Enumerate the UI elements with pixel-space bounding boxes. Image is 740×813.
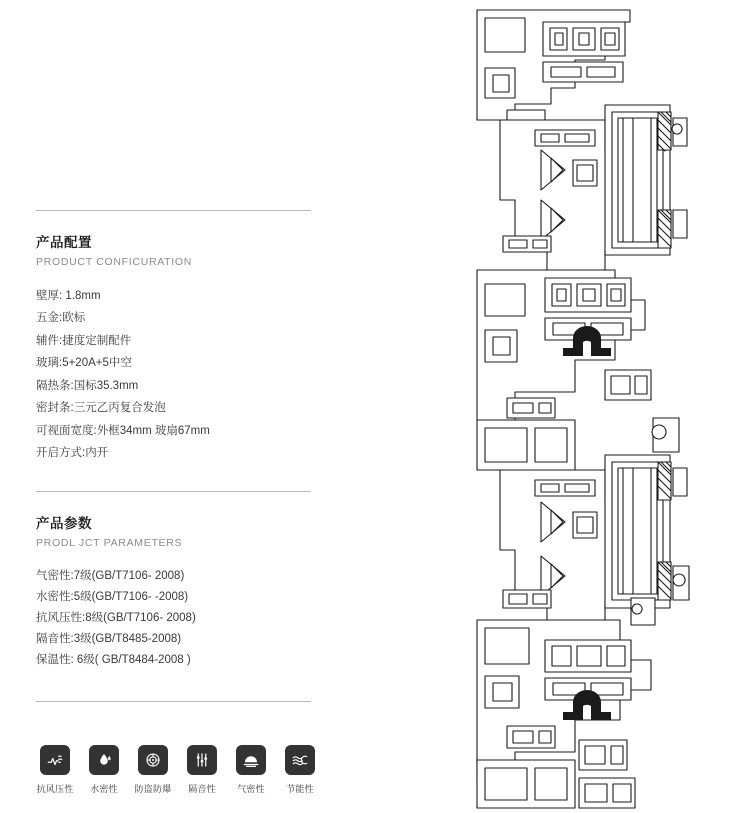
section-product-configuration — [36, 211, 311, 465]
spec-item: 气密性:7级(GB/T7106- 2008) — [36, 569, 185, 582]
spec-item: 保温性: 6级( GB/T8484-2008 ) — [36, 653, 191, 666]
product-info-column — [36, 210, 311, 702]
section-title-cn: 产品参数 — [36, 515, 92, 531]
spec-item: 抗风压性:8级(GB/T7106- 2008) — [36, 611, 196, 624]
feature-item-sound-insulation — [183, 745, 221, 795]
air-tightness-icon — [236, 745, 266, 775]
spec-item: 隔热条:国标35.3mm — [36, 379, 139, 392]
water-drop-icon — [89, 745, 119, 775]
spec-item: 可视面宽度:外框34mm 玻扇67mm — [36, 424, 210, 437]
feature-label: 节能性 — [286, 784, 314, 794]
spec-item: 隔音性:3级(GB/T8485-2008) — [36, 632, 182, 645]
spec-item: 五金:欧标 — [36, 312, 86, 325]
divider-bottom — [36, 701, 311, 702]
spacer — [36, 465, 311, 491]
spec-item: 辅件:捷度定制配件 — [36, 334, 132, 347]
window-profile-cross-section — [455, 0, 740, 813]
spec-list-parameters — [36, 566, 311, 671]
spec-item: 开启方式:内开 — [36, 447, 109, 460]
feature-label: 防盗防爆 — [134, 784, 172, 794]
feature-icon-row — [36, 745, 326, 795]
spec-item: 壁厚: 1.8mm — [36, 289, 101, 302]
section-title-cn: 产品配置 — [36, 235, 92, 250]
spec-item: 密封条:三元乙丙复合发泡 — [36, 402, 166, 415]
spec-item: 玻璃:5+20A+5中空 — [36, 357, 132, 370]
section-title-en: PRODL JCT PARAMETERS — [36, 536, 183, 549]
wind-pressure-icon — [40, 745, 70, 775]
feature-label: 抗风压性 — [36, 784, 74, 794]
section-title-en: PRODUCT CONFICURATION — [36, 256, 193, 269]
sound-insulation-icon — [187, 745, 217, 775]
section-product-parameters — [36, 492, 311, 671]
theft-proof-icon — [138, 745, 168, 775]
feature-item-water-tightness — [85, 745, 123, 795]
feature-label: 气密性 — [237, 784, 265, 794]
energy-saving-icon — [285, 745, 315, 775]
feature-label: 水密性 — [90, 784, 118, 794]
feature-item-theft-proof — [134, 745, 172, 795]
feature-item-air-tightness — [232, 745, 270, 795]
feature-item-energy-saving — [281, 745, 319, 795]
spec-item: 水密性:5级(GB/T7106- -2008) — [36, 590, 189, 603]
feature-item-wind-pressure — [36, 745, 74, 795]
spec-list-configuration — [36, 285, 311, 465]
feature-label: 隔音性 — [188, 784, 216, 794]
spacer — [36, 671, 311, 701]
